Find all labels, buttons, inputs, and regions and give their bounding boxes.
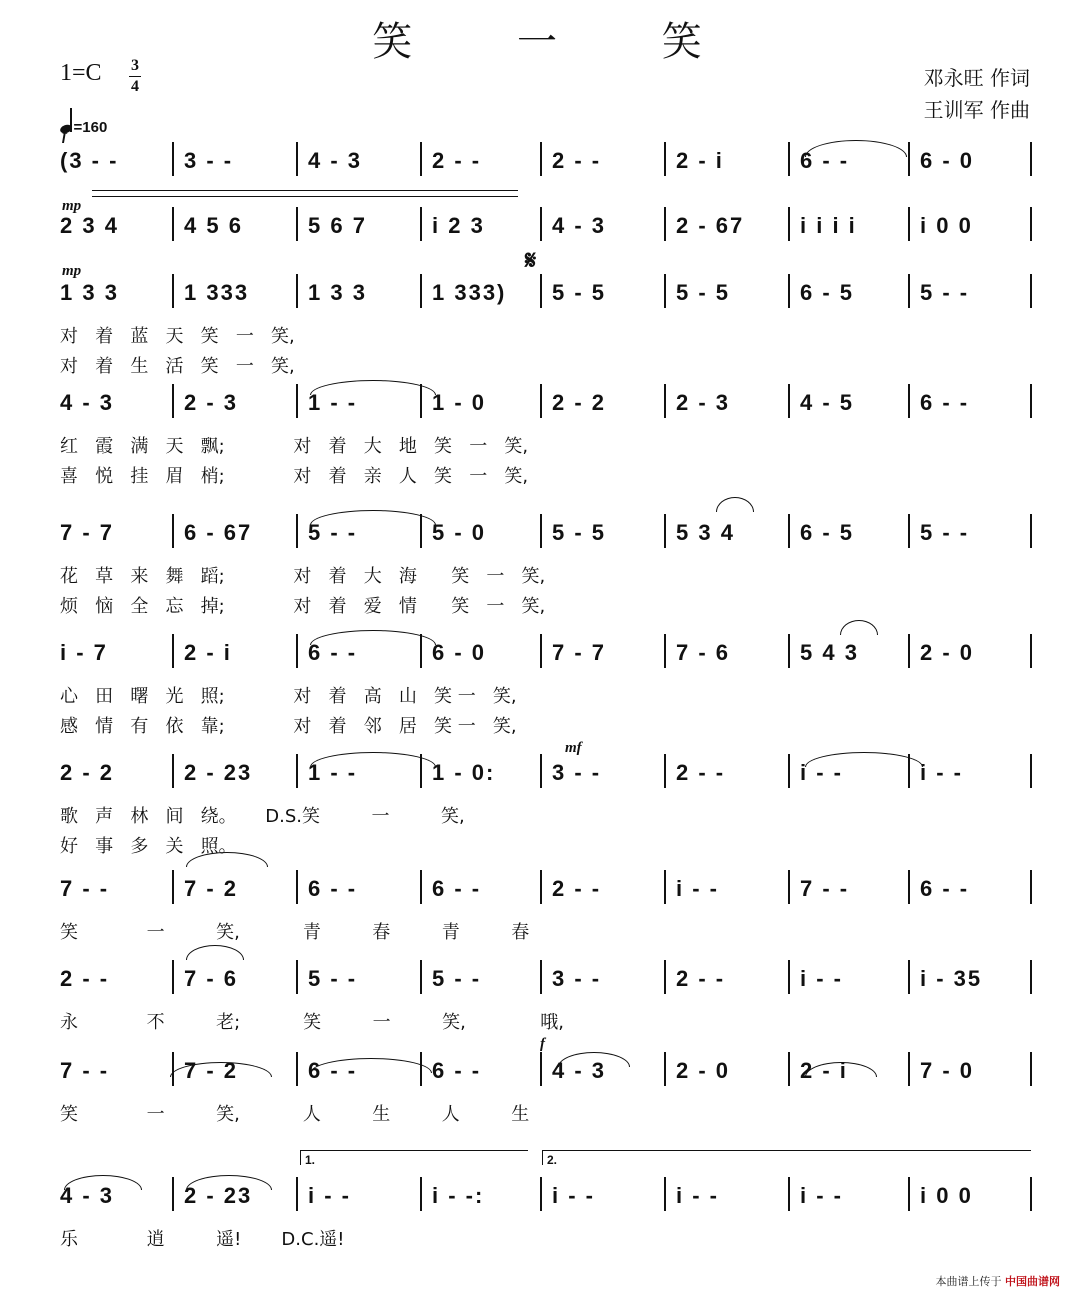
measure: 6 - 0	[920, 148, 975, 173]
bar-line	[296, 634, 298, 668]
bar-line	[172, 1177, 174, 1211]
lyric-line-1: 永 不 老; 笑 一 笑, 哦,	[60, 1012, 564, 1033]
measure: 5 - -	[432, 966, 482, 991]
bar-line	[172, 960, 174, 994]
bar-line	[540, 960, 542, 994]
dynamic-mp-2: mp	[62, 263, 82, 279]
tie-slur	[186, 945, 244, 960]
bar-line	[908, 384, 910, 418]
measure: i 0 0	[920, 213, 973, 238]
measure: 2 - -	[676, 760, 726, 785]
measure: 1 - -	[308, 390, 358, 415]
measure: 2 - -	[432, 148, 482, 173]
measure: 1 - 0:	[432, 760, 496, 785]
measure: 5 4 3	[800, 640, 859, 665]
bar-line	[788, 207, 790, 241]
bar-line	[296, 960, 298, 994]
crescendo-line-1	[92, 190, 518, 191]
bar-line	[172, 514, 174, 548]
bar-line	[908, 142, 910, 176]
bar-line	[540, 1052, 542, 1086]
bar-line	[540, 514, 542, 548]
bar-line	[664, 1177, 666, 1211]
tie-slur	[64, 1175, 142, 1190]
measure: 1 - -	[308, 760, 358, 785]
bar-line	[296, 1177, 298, 1211]
measure: 7 - 0	[920, 1058, 975, 1083]
measure: i - 7	[60, 640, 108, 665]
measure: i - -	[308, 1183, 351, 1208]
bar-line	[540, 274, 542, 308]
measure: i - -:	[432, 1183, 485, 1208]
measure: i - -	[800, 760, 843, 785]
measure: 2 - -	[676, 966, 726, 991]
bar-line	[788, 384, 790, 418]
bar-line	[664, 960, 666, 994]
footer	[936, 1273, 1061, 1289]
time-sig-top: 3	[131, 57, 139, 74]
lyric-line-1: 歌 声 林 间 绕。 D.S.笑 一 笑,	[60, 806, 465, 827]
volta-1-label: 1.	[305, 1153, 316, 1167]
measure: 5 - 5	[552, 520, 607, 545]
measure: 7 - 6	[184, 966, 239, 991]
measure: 7 - -	[60, 1058, 110, 1083]
tie-slur	[310, 510, 436, 525]
measure: 6 - -	[308, 640, 358, 665]
measure: i 0 0	[920, 1183, 973, 1208]
dynamic-f-2: f	[540, 1036, 545, 1052]
bar-line	[540, 870, 542, 904]
tempo-value: =160	[73, 119, 108, 136]
bar-line	[540, 634, 542, 668]
bar-line	[296, 274, 298, 308]
measure: 2 - -	[60, 966, 110, 991]
measure: 6 - 0	[432, 640, 487, 665]
lyric-line-2: 喜 悦 挂 眉 梢; 对 着 亲 人 笑 一 笑,	[60, 466, 529, 487]
bar-line	[1030, 754, 1032, 788]
measure: 3 - -	[184, 148, 234, 173]
bar-line	[172, 634, 174, 668]
lyric-line-2: 烦 恼 全 忘 掉; 对 着 爱 情 笑 一 笑,	[60, 596, 546, 617]
measure: 2 - 2	[60, 760, 115, 785]
measure: 6 - -	[308, 876, 358, 901]
tie-slur	[840, 620, 878, 635]
measure: 4 5 6	[184, 213, 243, 238]
measure: 1 3 3	[308, 280, 367, 305]
measure: 1 333	[184, 280, 250, 305]
key-signature: 1=C	[60, 60, 102, 86]
bar-line	[1030, 1177, 1032, 1211]
bar-line	[1030, 142, 1032, 176]
measure: 7 - 7	[60, 520, 115, 545]
lyric-line-1: 乐 逍 遥! D.C.遥!	[60, 1229, 345, 1250]
measure: i - -	[676, 876, 719, 901]
lyric-line-1: 对 着 蓝 天 笑 一 笑,	[60, 326, 295, 347]
bar-line	[1030, 870, 1032, 904]
measure: 6 - 5	[800, 520, 855, 545]
tie-slur	[716, 497, 754, 512]
composer-credit: 王训军 作曲	[923, 98, 1030, 122]
bar-line	[908, 634, 910, 668]
measure: i - -	[800, 966, 843, 991]
time-signature	[129, 56, 141, 97]
bar-line	[788, 514, 790, 548]
dynamic-f: f	[62, 128, 67, 144]
measure: 5 - -	[308, 966, 358, 991]
bar-line	[296, 514, 298, 548]
bar-line	[296, 1052, 298, 1086]
bar-line	[172, 1052, 174, 1086]
bar-line	[664, 754, 666, 788]
measure: 3 - -	[552, 760, 602, 785]
bar-line	[788, 1177, 790, 1211]
bar-line	[664, 274, 666, 308]
measure: 2 - 67	[676, 213, 745, 238]
measure: i 2 3	[432, 213, 485, 238]
measure: 4 - 5	[800, 390, 855, 415]
measure: 4 - 3	[60, 390, 115, 415]
bar-line	[296, 754, 298, 788]
lyric-line-1: 笑 一 笑, 人 生 人 生	[60, 1104, 530, 1125]
bar-line	[908, 870, 910, 904]
dynamic-mf: mf	[565, 740, 582, 756]
bar-line	[788, 634, 790, 668]
bar-line	[172, 754, 174, 788]
bar-line	[664, 634, 666, 668]
lyric-line-1: 红 霞 满 天 飘; 对 着 大 地 笑 一 笑,	[60, 436, 529, 457]
tie-slur	[310, 752, 436, 767]
measure: 7 - -	[60, 876, 110, 901]
bar-line	[172, 142, 174, 176]
bar-line	[540, 207, 542, 241]
measure: 6 - -	[308, 1058, 358, 1083]
measure: 1 - 0	[432, 390, 487, 415]
measure: 4 - 3	[552, 213, 607, 238]
lyricist-credit: 邓永旺 作词	[923, 66, 1030, 90]
measure: 6 - -	[920, 876, 970, 901]
measure: 5 - -	[308, 520, 358, 545]
measure: 5 - 5	[676, 280, 731, 305]
measure: 5 3 4	[676, 520, 735, 545]
bar-line	[788, 142, 790, 176]
bar-line	[908, 1052, 910, 1086]
measure: 2 - 3	[676, 390, 731, 415]
bar-line	[540, 1177, 542, 1211]
measure: i - 35	[920, 966, 983, 991]
bar-line	[664, 207, 666, 241]
bar-line	[172, 207, 174, 241]
measure: 7 - 2	[184, 1058, 239, 1083]
measure: 7 - 7	[552, 640, 607, 665]
bar-line	[1030, 1052, 1032, 1086]
tempo-mark	[60, 108, 107, 136]
bar-line	[908, 207, 910, 241]
bar-line	[788, 960, 790, 994]
measure: 2 - i	[184, 640, 232, 665]
measure: 2 - 2	[552, 390, 607, 415]
measure: 1 3 3	[60, 280, 119, 305]
measure: 5 6 7	[308, 213, 367, 238]
measure: 2 3 4	[60, 213, 119, 238]
bar-line	[420, 1177, 422, 1211]
time-sig-bottom: 4	[131, 78, 139, 95]
measure: 2 - 3	[184, 390, 239, 415]
tie-slur	[186, 1175, 272, 1190]
measure: i - -	[800, 1183, 843, 1208]
bar-line	[908, 274, 910, 308]
lyric-line-2: 好 事 多 关 照。	[60, 836, 237, 857]
bar-line	[1030, 207, 1032, 241]
measure: 4 - 3	[308, 148, 363, 173]
measure: 5 - -	[920, 280, 970, 305]
bar-line	[788, 274, 790, 308]
bar-line	[420, 142, 422, 176]
measure: 2 - i	[800, 1058, 848, 1083]
measure: 5 - 0	[432, 520, 487, 545]
bar-line	[1030, 384, 1032, 418]
lyric-line-1: 心 田 曙 光 照; 对 着 高 山 笑 一 笑,	[60, 686, 517, 707]
measure: i - -	[676, 1183, 719, 1208]
lyric-line-2: 感 情 有 依 靠; 对 着 邻 居 笑 一 笑,	[60, 716, 517, 737]
bar-line	[1030, 274, 1032, 308]
bar-line	[664, 514, 666, 548]
tie-slur	[805, 752, 923, 767]
measure: 6 - -	[920, 390, 970, 415]
bar-line	[420, 274, 422, 308]
bar-line	[664, 870, 666, 904]
bar-line	[664, 142, 666, 176]
bar-line	[296, 142, 298, 176]
measure: 5 - -	[920, 520, 970, 545]
bar-line	[908, 960, 910, 994]
bar-line	[540, 142, 542, 176]
measure: (3 - -	[60, 148, 119, 173]
measure: 7 - -	[800, 876, 850, 901]
volta-bracket-1	[300, 1150, 528, 1165]
bar-line	[420, 960, 422, 994]
bar-line	[296, 384, 298, 418]
bar-line	[788, 754, 790, 788]
measure: 6 - -	[432, 876, 482, 901]
measure: 2 - 0	[676, 1058, 731, 1083]
measure: 4 - 3	[60, 1183, 115, 1208]
measure: i i i i	[800, 213, 857, 238]
measure: 2 - 0	[920, 640, 975, 665]
volta-2-label: 2.	[547, 1153, 558, 1167]
footer-text: 本曲谱上传于	[935, 1275, 1002, 1288]
measure: 5 - 5	[552, 280, 607, 305]
bar-line	[788, 870, 790, 904]
bar-line	[908, 1177, 910, 1211]
lyric-line-2: 对 着 生 活 笑 一 笑,	[60, 356, 295, 377]
bar-line	[172, 870, 174, 904]
bar-line	[664, 1052, 666, 1086]
bar-line	[908, 514, 910, 548]
measure: 2 - 23	[184, 1183, 253, 1208]
bar-line	[540, 384, 542, 418]
tie-slur	[310, 630, 436, 645]
measure: 7 - 2	[184, 876, 239, 901]
measure: 6 - -	[432, 1058, 482, 1083]
measure: 7 - 6	[676, 640, 731, 665]
bar-line	[296, 870, 298, 904]
bar-line	[172, 274, 174, 308]
bar-line	[664, 384, 666, 418]
measure: 6 - 67	[184, 520, 253, 545]
tie-slur	[310, 380, 436, 395]
measure: 2 - -	[552, 876, 602, 901]
bar-line	[296, 207, 298, 241]
bar-line	[788, 1052, 790, 1086]
bar-line	[1030, 514, 1032, 548]
measure: 1 333)	[432, 280, 507, 305]
measure: 4 - 3	[552, 1058, 607, 1083]
bar-line	[172, 384, 174, 418]
bar-line	[1030, 634, 1032, 668]
dynamic-mp-1: mp	[62, 198, 82, 214]
bar-line	[1030, 960, 1032, 994]
crescendo-line-2	[92, 196, 518, 197]
measure: i - -	[920, 760, 963, 785]
measure: 2 - 23	[184, 760, 253, 785]
tie-slur	[805, 140, 907, 157]
segno-sign: 𝄋	[525, 245, 537, 275]
measure: 2 - -	[552, 148, 602, 173]
measure: 3 - -	[552, 966, 602, 991]
bar-line	[540, 754, 542, 788]
lyric-line-1: 花 草 来 舞 蹈; 对 着 大 海 笑 一 笑,	[60, 566, 546, 587]
tie-slur	[558, 1052, 630, 1067]
volta-bracket-2	[542, 1150, 1031, 1165]
lyric-line-1: 笑 一 笑, 青 春 青 春	[60, 922, 530, 943]
bar-line	[420, 207, 422, 241]
measure: 2 - i	[676, 148, 724, 173]
measure: 6 - -	[800, 148, 850, 173]
footer-brand: 中国曲谱网	[1005, 1275, 1060, 1288]
page-title: 笑 一 笑	[372, 19, 748, 65]
measure: 6 - 5	[800, 280, 855, 305]
bar-line	[420, 870, 422, 904]
measure: i - -	[552, 1183, 595, 1208]
